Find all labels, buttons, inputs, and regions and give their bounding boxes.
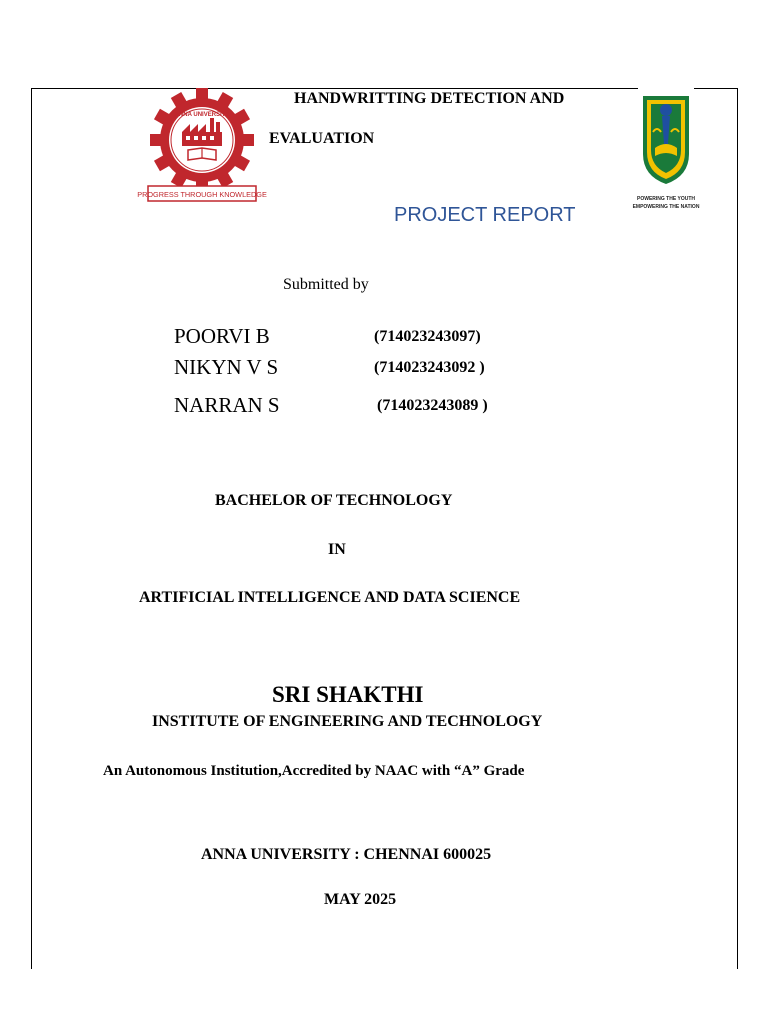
- report-title-line2: EVALUATION: [269, 130, 375, 147]
- degree-branch: ARTIFICIAL INTELLIGENCE AND DATA SCIENCE: [139, 589, 521, 606]
- student-id: (714023243097): [374, 328, 481, 345]
- accreditation-text: An Autonomous Institution,Accredited by NAAC with “A” Grade: [103, 763, 525, 779]
- student-name: NIKYN V S: [174, 355, 279, 379]
- institute-emblem-icon: [632, 92, 700, 214]
- emblem-tagline-1: POWERING THE YOUTH: [637, 196, 695, 202]
- report-title-line1: HANDWRITTING DETECTION AND: [294, 90, 565, 107]
- student-name: POORVI B: [174, 324, 270, 348]
- college-subtitle: INSTITUTE OF ENGINEERING AND TECHNOLOGY: [152, 713, 543, 730]
- seal-banner-text: PROGRESS THROUGH KNOWLEDGE: [137, 190, 267, 199]
- submission-date: MAY 2025: [324, 891, 397, 908]
- anna-university-seal-icon: [137, 88, 267, 204]
- student-id: (714023243092 ): [374, 359, 485, 376]
- submitted-by-label: Submitted by: [283, 276, 369, 293]
- report-type: PROJECT REPORT: [394, 204, 576, 226]
- degree-name: BACHELOR OF TECHNOLOGY: [215, 492, 453, 509]
- emblem-tagline-2: EMPOWERING THE NATION: [632, 204, 700, 210]
- border-gap: [638, 86, 694, 91]
- page-border: [31, 88, 738, 969]
- student-id: (714023243089 ): [377, 397, 488, 414]
- seal-arc-text: ANNA UNIVERSITY: [174, 112, 230, 118]
- degree-connector: IN: [328, 541, 346, 558]
- student-name: NARRAN S: [174, 393, 280, 417]
- university-affiliation: ANNA UNIVERSITY : CHENNAI 600025: [201, 846, 492, 863]
- college-name: SRI SHAKTHI: [272, 682, 424, 707]
